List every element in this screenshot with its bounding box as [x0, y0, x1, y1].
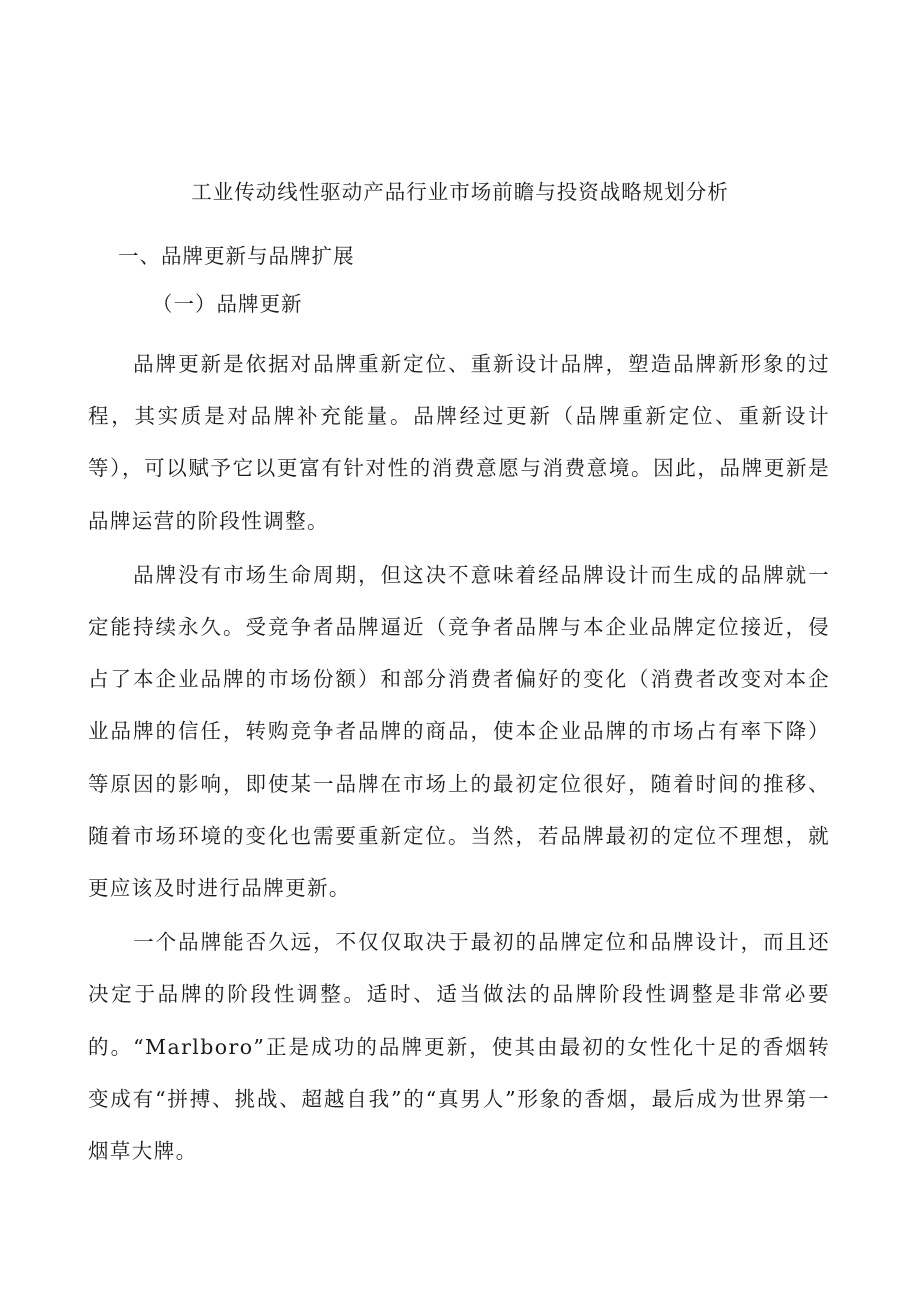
paragraph-2: 品牌没有市场生命周期，但这决不意味着经品牌设计而生成的品牌就一定能持续永久。受竞争者品牌逼近（竞争者品牌与本企业品牌定位接近，侵占了本企业品牌的市场份额）和部分消费者偏好的变化（消费者改变对本企业品牌的信任，转购竞争者品牌的商品，使本企业品牌的市场占有率下降）等原因的影响，即使某一品牌在市场上的最初定位很好，随着时间的推移、随着市场环境的变化也需要重新定位。当然，若品牌最初的定位不理想，就更应该及时进行品牌更新。 [88, 562, 830, 901]
document-title: 工业传动线性驱动产品行业市场前瞻与投资战略规划分析 [191, 180, 729, 204]
paragraph-3: 一个品牌能否久远，不仅仅取决于最初的品牌定位和品牌设计，而且还决定于品牌的阶段性调整。适时、适当做法的品牌阶段性调整是非常必要的。“Marlboro”正是成功的品牌更新，使其由最初的女性化十足的香烟转变成有“拼搏、挑战、超越自我”的“真男人”形象的香烟，最后成为世界第一烟草大牌。 [88, 930, 830, 1164]
subsection-heading: （一）品牌更新 [152, 292, 303, 316]
document-body [88, 338, 830, 1177]
paragraph-1: 品牌更新是依据对品牌重新定位、重新设计品牌，塑造品牌新形象的过程，其实质是对品牌补充能量。品牌经过更新（品牌重新定位、重新设计等），可以赋予它以更富有针对性的消费意愿与消费意境。因此，品牌更新是品牌运营的阶段性调整。 [88, 352, 830, 533]
section-heading: 一、品牌更新与品牌扩展 [118, 244, 355, 268]
